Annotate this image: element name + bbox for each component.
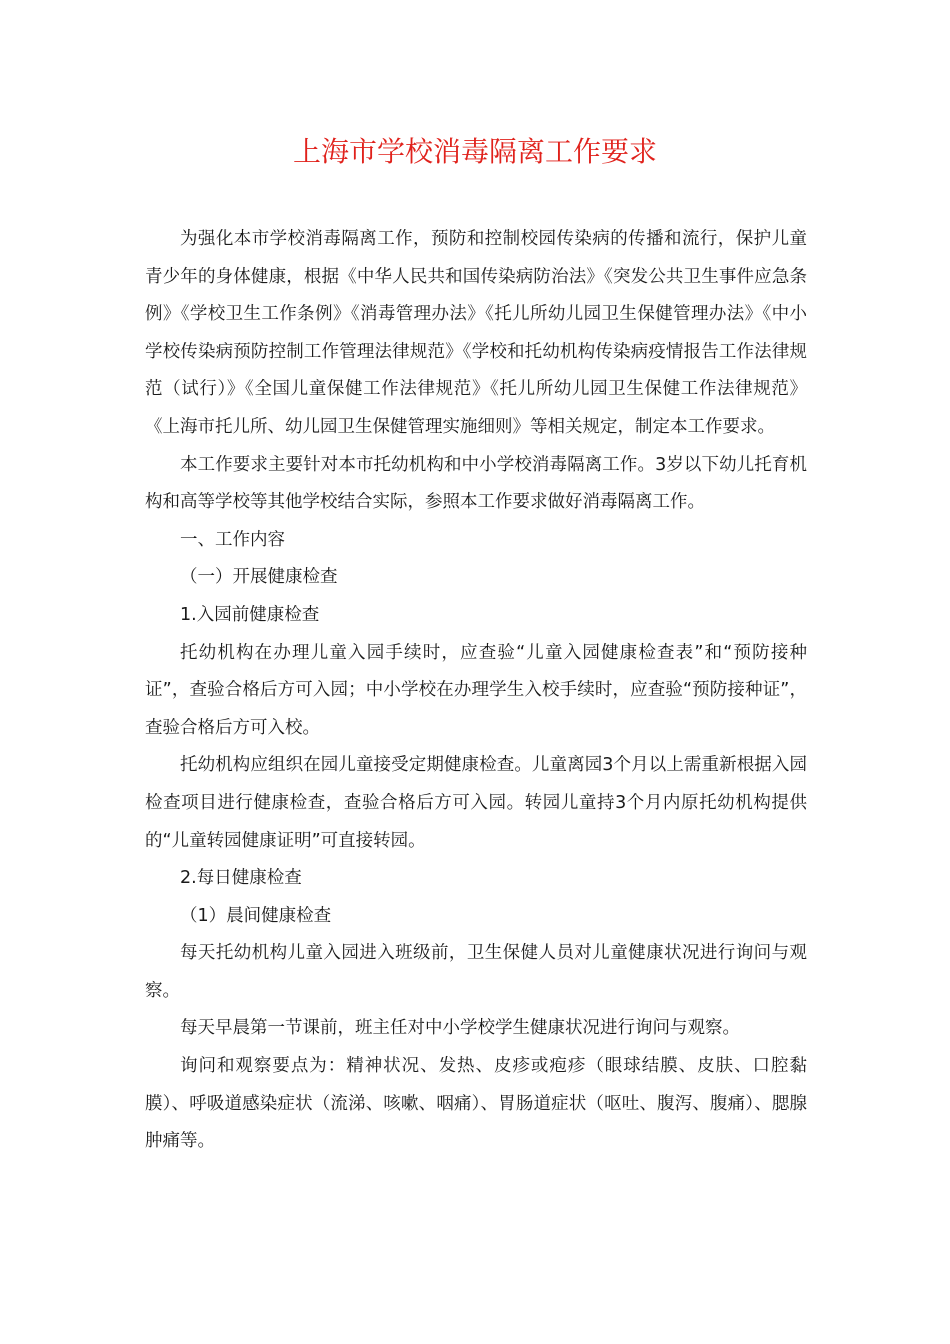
paragraph-scope: 本工作要求主要针对本市托幼机构和中小学校消毒隔离工作。3岁以下幼儿托育机构和高等学校等其他学校结合实际，参照本工作要求做好消毒隔离工作。 — [145, 454, 807, 513]
paragraph: 每天早晨第一节课前，班主任对中小学校学生健康状况进行询问与观察。 — [180, 1018, 740, 1039]
paragraph: 询问和观察要点为：精神状况、发热、皮疹或疱疹（眼球结膜、皮肤、口腔黏膜）、呼吸道感染症状（流涕、咳嗽、咽痛）、胃肠道症状（呕吐、腹泻、腹痛）、腮腺肿痛等。 — [145, 1056, 807, 1152]
item-heading: 2.每日健康检查 — [180, 868, 302, 889]
page-title: 上海市学校消毒隔离工作要求 — [292, 135, 657, 168]
paragraph: 托幼机构应组织在园儿童接受定期健康检查。儿童离园3个月以上需重新根据入园检查项目进行健康检查，查验合格后方可入园。转园儿童持3个月内原托幼机构提供的“儿童转园健康证明”可直接转园。 — [145, 755, 807, 851]
section-heading: 一、工作内容 — [180, 529, 285, 550]
document-body — [145, 221, 807, 1161]
item-heading: 1.入园前健康检查 — [180, 604, 320, 625]
subsection-heading: （一）开展健康检查 — [180, 567, 338, 588]
sub-item-heading: （1）晨间健康检查 — [180, 905, 332, 926]
paragraph: 托幼机构在办理儿童入园手续时，应查验“儿童入园健康检查表”和“预防接种证”，查验合格后方可入园；中小学校在办理学生入校手续时，应查验“预防接种证”，查验合格后方可入校。 — [145, 642, 807, 738]
paragraph: 每天托幼机构儿童入园进入班级前，卫生保健人员对儿童健康状况进行询问与观察。 — [145, 943, 807, 1001]
paragraph-intro: 为强化本市学校消毒隔离工作，预防和控制校园传染病的传播和流行，保护儿童青少年的身体健康，根据《中华人民共和国传染病防治法》《突发公共卫生事件应急条例》《学校卫生工作条例》《消毒管理办法》《托儿所幼儿园卫生保健管理办法》《中小学校传染病预防控制工作管理法律规范》《学校和托幼机构传染病疫情报告工作法律规范（试行）》《全国儿童保健工作法律规范》《托儿所幼儿园卫生保健工作法律规范》《上海市托儿所、幼儿园卫生保健管理实施细则》等相关规定，制定本工作要求。 — [145, 229, 807, 437]
